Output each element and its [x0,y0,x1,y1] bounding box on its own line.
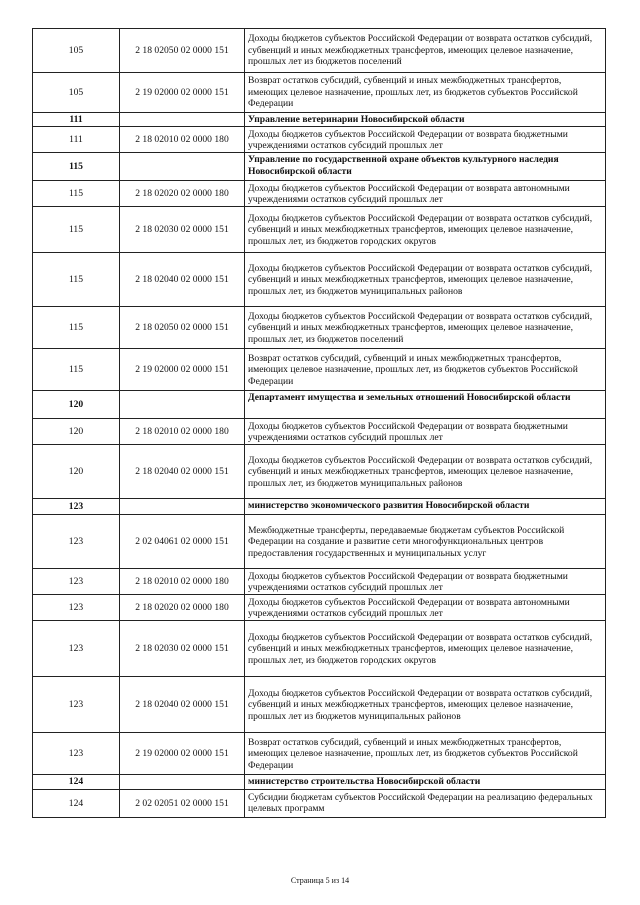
admin-code-cell: 120 [33,419,120,445]
revenue-codes-table [32,28,606,818]
table-row [33,307,606,349]
revenue-name-cell: Возврат остатков субсидий, субвенций и иных межбюджетных трансфертов, имеющих целевое назначение, прошлых лет, из бюджетов субъектов Российской Федерации [245,349,606,391]
table-row [33,445,606,499]
revenue-name-cell: Доходы бюджетов субъектов Российской Федерации от возврата автономными учреждениями остатков субсидий прошлых лет [245,181,606,207]
revenue-code-cell: 2 18 02040 02 0000 151 [120,445,245,499]
admin-code-cell: 123 [33,569,120,595]
revenue-code-cell: 2 18 02040 02 0000 151 [120,253,245,307]
admin-code-cell: 123 [33,677,120,733]
administrator-header-row [33,391,606,419]
admin-code-cell: 123 [33,499,120,515]
page-number: Страница 5 из 14 [290,876,350,885]
admin-code-cell: 105 [33,29,120,73]
revenue-name-cell: Доходы бюджетов субъектов Российской Федерации от возврата остатков субсидий, субвенций и иных межбюджетных трансфертов, имеющих целевое назначение, прошлых лет, из бюджетов поселений [245,307,606,349]
revenue-code-cell: 2 18 02030 02 0000 151 [120,207,245,253]
admin-code-cell: 115 [33,153,120,181]
administrator-header-row [33,113,606,127]
revenue-code-cell: 2 18 02010 02 0000 180 [120,127,245,153]
revenue-code-cell: 2 18 02050 02 0000 151 [120,307,245,349]
revenue-code-cell: 2 19 02000 02 0000 151 [120,733,245,775]
revenue-code-cell [120,499,245,515]
revenue-code-cell: 2 02 02051 02 0000 151 [120,789,245,817]
table-row [33,73,606,113]
revenue-name-cell: Субсидии бюджетам субъектов Российской Федерации на реализацию федеральных целевых программ [245,789,606,817]
table-row [33,569,606,595]
revenue-code-cell: 2 19 02000 02 0000 151 [120,73,245,113]
table-row [33,733,606,775]
admin-code-cell: 115 [33,253,120,307]
revenue-name-cell: Доходы бюджетов субъектов Российской Федерации от возврата бюджетными учреждениями остатков субсидий прошлых лет [245,419,606,445]
revenue-name-cell: министерство строительства Новосибирской области [245,775,606,789]
administrator-header-row [33,775,606,789]
revenue-code-cell: 2 02 04061 02 0000 151 [120,515,245,569]
table-row [33,127,606,153]
revenue-code-cell: 2 18 02050 02 0000 151 [120,29,245,73]
revenue-name-cell: Управление по государственной охране объектов культурного наследия Новосибирской области [245,153,606,181]
admin-code-cell: 111 [33,113,120,127]
revenue-name-cell: Доходы бюджетов субъектов Российской Федерации от возврата автономными учреждениями остатков субсидий прошлых лет [245,595,606,621]
revenue-name-cell: Управление ветеринарии Новосибирской области [245,113,606,127]
table-row [33,677,606,733]
admin-code-cell: 123 [33,733,120,775]
revenue-name-cell: Доходы бюджетов субъектов Российской Федерации от возврата остатков субсидий, субвенций и иных межбюджетных трансфертов, имеющих целевое назначение, прошлых лет из бюджетов муниципальных районов [245,677,606,733]
admin-code-cell: 115 [33,349,120,391]
admin-code-cell: 123 [33,515,120,569]
revenue-name-cell: Департамент имущества и земельных отношений Новосибирской области [245,391,606,419]
revenue-code-cell: 2 18 02020 02 0000 180 [120,181,245,207]
table-row [33,789,606,817]
admin-code-cell: 115 [33,181,120,207]
revenue-name-cell: Доходы бюджетов субъектов Российской Федерации от возврата остатков субсидий, субвенций и иных межбюджетных трансфертов, имеющих целевое назначение, прошлых лет, из бюджетов муниципальных районов [245,253,606,307]
admin-code-cell: 124 [33,789,120,817]
table-row [33,515,606,569]
administrator-header-row [33,153,606,181]
revenue-code-cell: 2 18 02040 02 0000 151 [120,677,245,733]
admin-code-cell: 105 [33,73,120,113]
revenue-name-cell: Доходы бюджетов субъектов Российской Федерации от возврата бюджетными учреждениями остатков субсидий прошлых лет [245,127,606,153]
table-row [33,207,606,253]
table-row [33,181,606,207]
revenue-name-cell: Межбюджетные трансферты, передаваемые бюджетам субъектов Российской Федерации на создание и развитие сети многофункциональных центров предоставления государственных и муниципальных услуг [245,515,606,569]
revenue-code-cell: 2 18 02010 02 0000 180 [120,419,245,445]
admin-code-cell: 111 [33,127,120,153]
admin-code-cell: 115 [33,307,120,349]
admin-code-cell: 120 [33,445,120,499]
revenue-name-cell: Доходы бюджетов субъектов Российской Федерации от возврата остатков субсидий, субвенций и иных межбюджетных трансфертов, имеющих целевое назначение, прошлых лет, из бюджетов городских округов [245,207,606,253]
revenue-code-cell [120,775,245,789]
administrator-header-row [33,499,606,515]
table-row [33,253,606,307]
table-row [33,621,606,677]
table-body [33,29,606,818]
revenue-code-cell: 2 18 02010 02 0000 180 [120,569,245,595]
revenue-code-cell [120,113,245,127]
table-row [33,349,606,391]
table-row [33,419,606,445]
revenue-code-cell: 2 19 02000 02 0000 151 [120,349,245,391]
revenue-name-cell: Возврат остатков субсидий, субвенций и иных межбюджетных трансфертов, имеющих целевое назначение, прошлых лет, из бюджетов субъектов Российской Федерации [245,733,606,775]
revenue-code-cell: 2 18 02030 02 0000 151 [120,621,245,677]
revenue-name-cell: министерство экономического развития Новосибирской области [245,499,606,515]
admin-code-cell: 123 [33,621,120,677]
revenue-name-cell: Возврат остатков субсидий, субвенций и иных межбюджетных трансфертов, имеющих целевое назначение, прошлых лет, из бюджетов субъектов Российской Федерации [245,73,606,113]
revenue-name-cell: Доходы бюджетов субъектов Российской Федерации от возврата остатков субсидий, субвенций и иных межбюджетных трансфертов, имеющих целевое назначение, прошлых лет, из бюджетов городских округов [245,621,606,677]
table-row [33,29,606,73]
revenue-name-cell: Доходы бюджетов субъектов Российской Федерации от возврата остатков субсидий, субвенций и иных межбюджетных трансфертов, имеющих целевое назначение, прошлых лет из бюджетов поселений [245,29,606,73]
admin-code-cell: 123 [33,595,120,621]
admin-code-cell: 124 [33,775,120,789]
revenue-code-cell [120,153,245,181]
admin-code-cell: 120 [33,391,120,419]
revenue-name-cell: Доходы бюджетов субъектов Российской Федерации от возврата бюджетными учреждениями остатков субсидий прошлых лет [245,569,606,595]
table-row [33,595,606,621]
revenue-code-cell: 2 18 02020 02 0000 180 [120,595,245,621]
revenue-code-cell [120,391,245,419]
admin-code-cell: 115 [33,207,120,253]
revenue-name-cell: Доходы бюджетов субъектов Российской Федерации от возврата остатков субсидий, субвенций и иных межбюджетных трансфертов, имеющих целевое назначение, прошлых лет, из бюджетов муниципальных районов [245,445,606,499]
